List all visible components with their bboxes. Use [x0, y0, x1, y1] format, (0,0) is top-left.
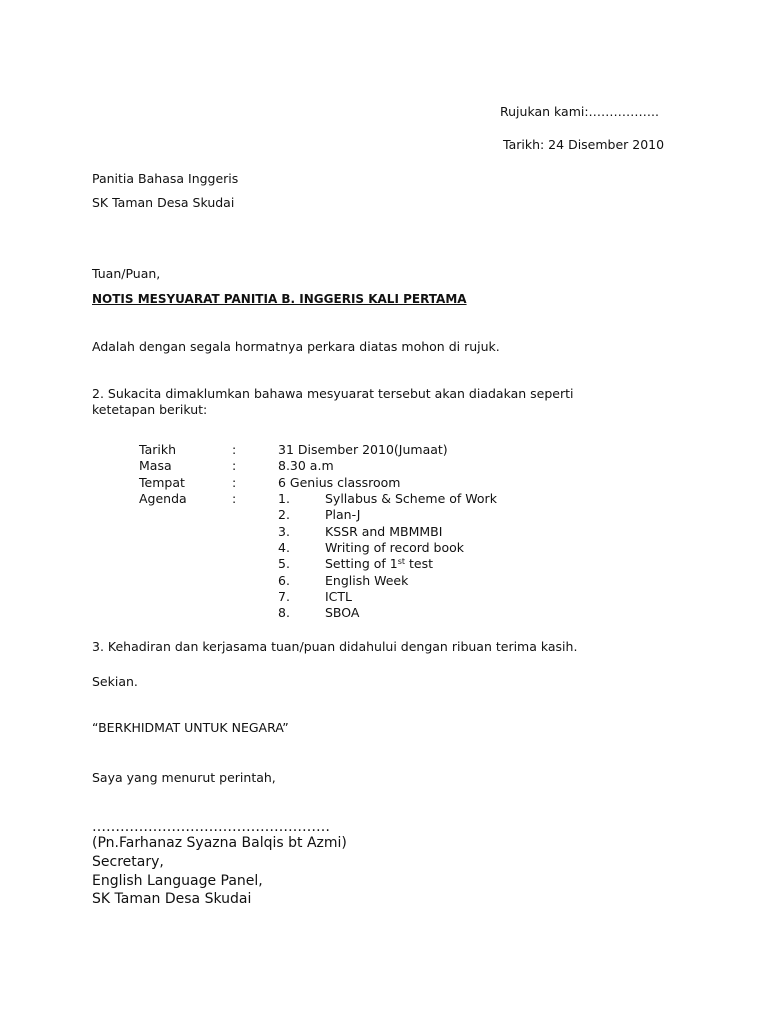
motto: “BERKHIDMAT UNTUK NEGARA” [92, 720, 289, 735]
paragraph-3: 3. Kehadiran dan kerjasama tuan/puan didahului dengan ribuan terima kasih. [92, 639, 578, 654]
detail-colon: : [232, 475, 237, 490]
signatory-panel: English Language Panel, [92, 873, 263, 889]
detail-label: Agenda [139, 491, 187, 506]
agenda-item: Plan-J [325, 507, 361, 522]
agenda-item: English Week [325, 573, 409, 588]
detail-value: 31 Disember 2010(Jumaat) [278, 442, 448, 457]
agenda-number: 7. [278, 589, 290, 604]
signatory-name: (Pn.Farhanaz Syazna Balqis bt Azmi) [92, 835, 347, 851]
detail-colon: : [232, 491, 237, 506]
agenda-item: SBOA [325, 605, 360, 620]
detail-value: 8.30 a.m [278, 458, 334, 473]
paragraph-2-line-1: 2. Sukacita dimaklumkan bahawa mesyuarat tersebut akan diadakan seperti [92, 386, 574, 401]
agenda-number: 6. [278, 573, 290, 588]
detail-label: Tarikh [139, 442, 176, 457]
signatory-school: SK Taman Desa Skudai [92, 891, 252, 907]
respect-line: Saya yang menurut perintah, [92, 770, 276, 785]
detail-colon: : [232, 458, 237, 473]
subject-heading: NOTIS MESYUARAT PANITIA B. INGGERIS KALI PERTAMA [92, 292, 467, 306]
closing: Sekian. [92, 674, 138, 689]
letter-date: Tarikh: 24 Disember 2010 [503, 137, 665, 152]
agenda-number: 4. [278, 540, 290, 555]
agenda-number: 5. [278, 556, 290, 571]
agenda-item: Setting of 1st test [325, 556, 434, 571]
agenda-item: Syllabus & Scheme of Work [325, 491, 497, 506]
agenda-number: 2. [278, 507, 290, 522]
detail-label: Masa [139, 458, 172, 473]
signature-line: …………………………………………… [92, 819, 330, 835]
detail-label: Tempat [139, 475, 185, 490]
reference-number: Rujukan kami:…………….. [500, 104, 660, 119]
sender-school: SK Taman Desa Skudai [92, 195, 235, 210]
signatory-title: Secretary, [92, 854, 164, 870]
agenda-item: KSSR and MBMMBI [325, 524, 443, 539]
agenda-number: 3. [278, 524, 290, 539]
paragraph-1: Adalah dengan segala hormatnya perkara diatas mohon di rujuk. [92, 339, 500, 354]
agenda-number: 8. [278, 605, 290, 620]
agenda-item: Writing of record book [325, 540, 465, 555]
sender-panel: Panitia Bahasa Inggeris [92, 171, 239, 186]
salutation: Tuan/Puan, [92, 266, 161, 281]
agenda-number: 1. [278, 491, 290, 506]
detail-colon: : [232, 442, 237, 457]
detail-value: 6 Genius classroom [278, 475, 401, 490]
agenda-item: ICTL [325, 589, 353, 604]
paragraph-2-line-2: ketetapan berikut: [92, 402, 208, 417]
